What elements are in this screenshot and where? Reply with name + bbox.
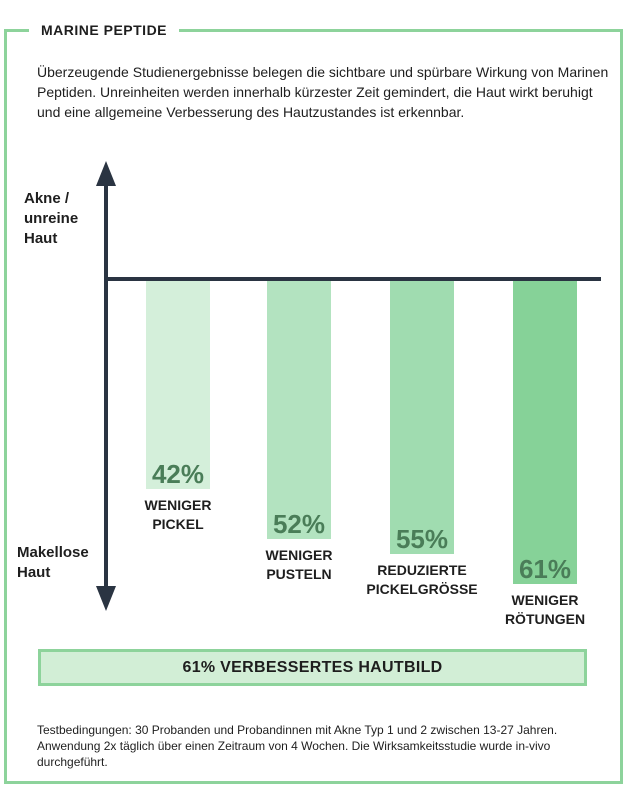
category-label-3-line-2: PICKELGRÖSSE bbox=[366, 581, 478, 597]
category-label-1-line-1: WENIGER bbox=[144, 497, 212, 513]
axis-top-label: Akne / unreine Haut bbox=[24, 190, 79, 247]
bar-1 bbox=[146, 279, 210, 489]
footnote: Testbedingungen: 30 Probanden und Probandinnen mit Akne Typ 1 und 2 zwischen 13-27 Jahren. Anwendung 2x täglich über einen Zeitraum von 4 Wochen. Die Wirksamkeitsstudie wurde in-vivo durchgeführt. bbox=[37, 723, 558, 769]
bar-value-label-3: 55% bbox=[395, 524, 449, 554]
axis-arrow-up bbox=[96, 161, 116, 186]
bar-value-label-4: 61% bbox=[518, 554, 572, 584]
category-label-4-line-1: WENIGER bbox=[511, 592, 579, 608]
bar-4 bbox=[513, 279, 577, 584]
bar-3 bbox=[390, 279, 454, 554]
category-label-1-line-2: PICKEL bbox=[152, 516, 204, 532]
axis-arrow-down bbox=[96, 586, 116, 611]
bar-value-label-1: 42% bbox=[151, 459, 205, 489]
axis-bottom-label: Makellose Haut bbox=[17, 544, 89, 581]
bar-value-label-2: 52% bbox=[272, 509, 326, 539]
category-label-2-line-1: WENIGER bbox=[265, 547, 333, 563]
bar-2 bbox=[267, 279, 331, 539]
category-label-2-line-2: PUSTELN bbox=[266, 566, 332, 582]
category-label-4-line-2: RÖTUNGEN bbox=[504, 611, 586, 627]
summary-text: 61% VERBESSERTES HAUTBILD bbox=[182, 658, 443, 676]
section-title: MARINE PEPTIDE bbox=[29, 22, 179, 38]
summary-box bbox=[38, 649, 587, 686]
intro-text: Überzeugende Studienergebnisse belegen die sichtbare und spürbare Wirkung von Marinen Peptiden. Unreinheiten werden innerhalb kürzester Zeit gemindert, die Haut wirkt beruhigt und eine allgemeine Verbesserung des Hautzustandes ist erkennbar. bbox=[37, 64, 609, 120]
category-label-3-line-1: REDUZIERTE bbox=[377, 562, 467, 578]
